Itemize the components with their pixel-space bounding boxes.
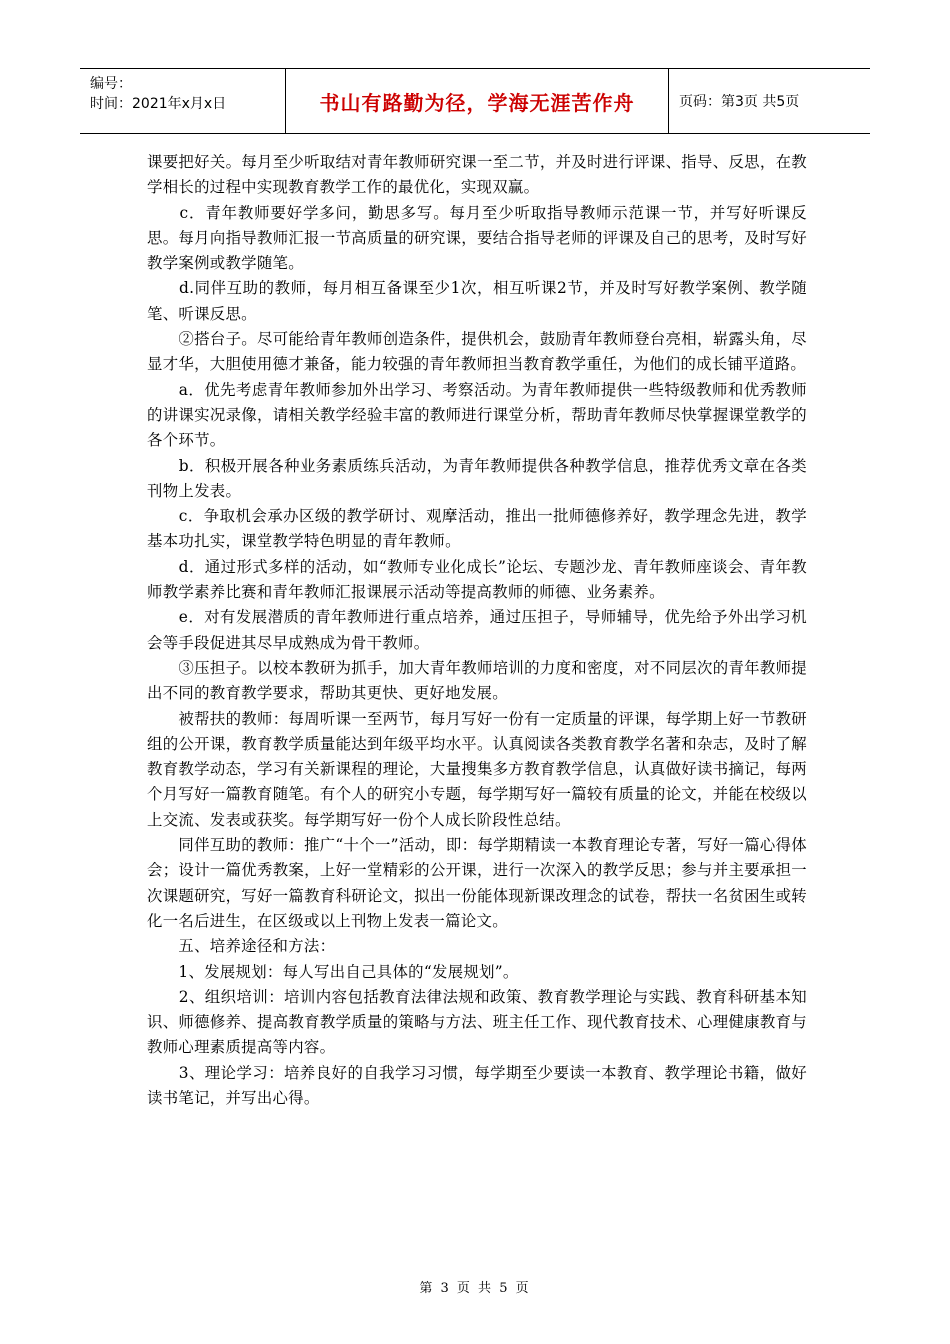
header-meta [80, 69, 286, 133]
header-motto: 书山有路勤为径，学海无涯苦作舟 [286, 69, 669, 133]
paragraph: a．优先考虑青年教师参加外出学习、考察活动。为青年教师提供一些特级教师和优秀教师的讲课实况录像，请相关教学经验丰富的教师进行课堂分析，帮助青年教师尽快掌握课堂教学的各个环节。 [147, 380, 807, 450]
paragraph: c．争取机会承办区级的教学研讨、观摩活动，推出一批师德修养好，教学理念先进，教学基本功扎实，课堂教学特色明显的青年教师。 [147, 507, 807, 551]
paragraph: 2、组织培训：培训内容包括教育法律法规和政策、教育教学理论与实践、教育科研基本知识、师德修养、提高教育教学质量的策略与方法、班主任工作、现代教育技术、心理健康教育与教师心理素质提高等内容。 [147, 987, 807, 1057]
section-heading: 五、培养途径和方法： [147, 937, 336, 956]
paragraph: 同伴互助的教师：推广“十个一”活动，即：每学期精读一本教育理论专著，写好一篇心得体会；设计一篇优秀教案，上好一堂精彩的公开课，进行一次深入的教学反思；参与并主要承担一次课题研究，写好一篇教育科研论文，拟出一份能体现新课改理念的试卷，帮扶一名贫困生或转化一名后进生，在区级或以上刊物上发表一篇论文。 [147, 836, 807, 930]
paragraph: b．积极开展各种业务素质练兵活动，为青年教师提供各种教学信息，推荐优秀文章在各类刊物上发表。 [147, 456, 807, 500]
paragraph: 课要把好关。每月至少听取结对青年教师研究课一至二节，并及时进行评课、指导、反思，在教学相长的过程中实现教育教学工作的最优化，实现双赢。 [147, 153, 807, 197]
page-header [80, 68, 870, 134]
paragraph: 被帮扶的教师：每周听课一至两节，每月写好一份有一定质量的评课，每学期上好一节教研组的公开课，教育教学质量能达到年级平均水平。认真阅读各类教育教学名著和杂志，及时了解教育教学动态，学习有关新课程的理论，大量搜集多方教育教学信息，认真做好读书摘记，每两个月写好一篇教育随笔。有个人的研究小专题，每学期写好一篇较有质量的论文，并能在校级以上交流、发表或获奖。每学期写好一份个人成长阶段性总结。 [147, 709, 807, 829]
paragraph: ③压担子。以校本教研为抓手，加大青年教师培训的力度和密度，对不同层次的青年教师提出不同的教育教学要求，帮助其更快、更好地发展。 [147, 658, 807, 703]
document-number-label: 编号： [90, 76, 132, 92]
paragraph: 1、发展规划：每人写出自己具体的“发展规划”。 [147, 962, 519, 981]
document-time-label: 时间：2021年x月x日 [90, 96, 227, 112]
paragraph: d.同伴互助的教师，每月相互备课至少1次，相互听课2节，并及时写好教学案例、教学随笔、听课反思。 [147, 279, 807, 323]
paragraph: 3、理论学习：培养良好的自我学习习惯，每学期至少要读一本教育、教学理论书籍，做好读书笔记，并写出心得。 [147, 1063, 807, 1107]
document-body [147, 150, 807, 1111]
paragraph: c．青年教师要好学多问，勤思多写。每月至少听取指导教师示范课一节，并写好听课反思。每月向指导教师汇报一节高质量的研究课，要结合指导老师的评课及自己的思考，及时写好教学案例或教学随笔。 [147, 203, 807, 273]
page-footer: 第 3 页 共 5 页 [419, 1281, 531, 1296]
paragraph: d．通过形式多样的活动，如“教师专业化成长”论坛、专题沙龙、青年教师座谈会、青年教师教学素养比赛和青年教师汇报课展示活动等提高教师的师德、业务素养。 [147, 557, 807, 602]
header-page-number: 页码：第3页 共5页 [679, 94, 800, 110]
paragraph: e．对有发展潜质的青年教师进行重点培养，通过压担子，导师辅导，优先给予外出学习机会等手段促进其尽早成熟成为骨干教师。 [147, 608, 807, 652]
paragraph: ②搭台子。尽可能给青年教师创造条件，提供机会，鼓励青年教师登台亮相，崭露头角，尽显才华，大胆使用德才兼备，能力较强的青年教师担当教育教学重任，为他们的成长铺平道路。 [147, 330, 807, 374]
